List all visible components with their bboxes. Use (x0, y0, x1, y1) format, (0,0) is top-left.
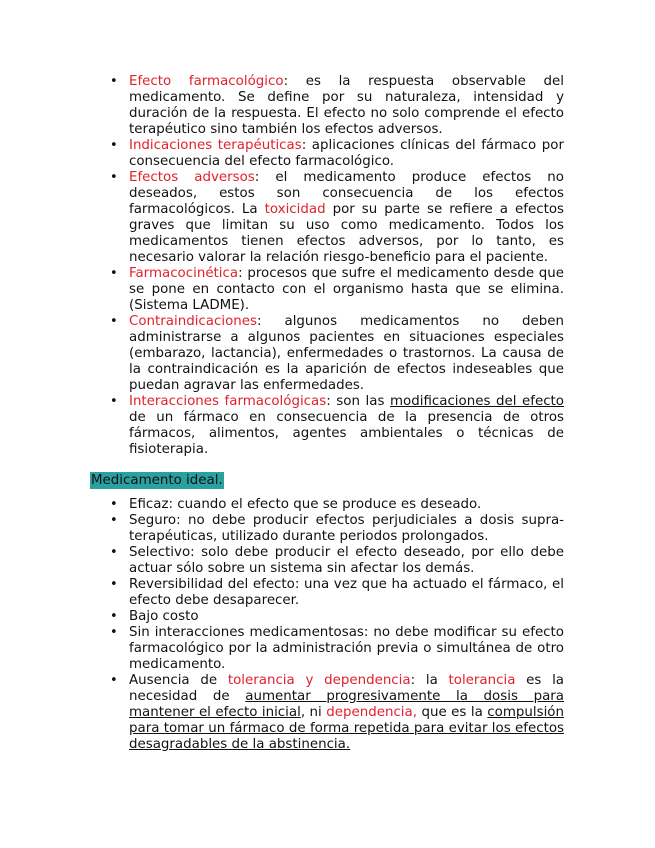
list-item: • Selectivo: solo debe producir el efecto deseado, por ello debe actuar sólo sobre un sistema sin afectar los demás. (107, 545, 564, 577)
item-text: , ni (300, 705, 327, 720)
ideal-drug-list (107, 497, 564, 753)
term-label: tolerancia y dependencia (227, 673, 411, 688)
term-label: Indicaciones terapéuticas (129, 138, 302, 153)
item-text: es la necesidad de (129, 673, 565, 704)
list-item (107, 394, 564, 458)
list-item (107, 673, 564, 753)
underlined-text: modificaciones del efecto (389, 394, 565, 409)
item-text: que es la (416, 705, 488, 720)
term-definition: : algunos medicamentos no deben administrarse a algunos pacientes en situaciones especiales (embarazo, lactancia), enfermedades o trastornos. La causa de la contraindicación es la aparición de efectos indeseables que puedan agravar las enfermedades. (129, 314, 564, 393)
definitions-list (107, 74, 564, 458)
term-definition: por su parte se refiere a efectos graves que limitan su uso como medicamento. Todos los medicamentos tienen efectos adversos, por lo tanto, es necesario valorar la relación riesgo-beneficio para el paciente. (129, 202, 564, 265)
item-text: : la (410, 673, 449, 688)
list-item (107, 314, 564, 394)
term-label: Efecto farmacológico (129, 74, 284, 89)
list-item: • Bajo costo (107, 609, 564, 625)
term-label: toxicidad (264, 202, 326, 217)
underlined-text: aumentar progresivamente la dosis para mantener el efecto inicial (129, 689, 564, 720)
list-item (107, 266, 564, 314)
list-item: • Eficaz: cuando el efecto que se produce es deseado. (107, 497, 564, 513)
term-label: dependencia, (326, 705, 417, 720)
list-item (107, 170, 564, 266)
list-item: • Sin interacciones medicamentosas: no debe modificar su efecto farmacológico por la administración previa o simultánea de otro medicamento. (107, 625, 564, 673)
term-label: Contraindicaciones (129, 314, 257, 329)
term-label: Efectos adversos (129, 170, 255, 185)
item-text: Ausencia de (129, 673, 228, 688)
term-label: Farmacocinética (129, 266, 239, 281)
term-definition: : procesos que sufre el medicamento desde que se pone en contacto con el organismo hasta que se elimina. (Sistema LADME). (129, 266, 564, 313)
list-item (107, 74, 564, 138)
term-label: Interacciones farmacológicas (129, 394, 327, 409)
term-definition: : es la respuesta observable del medicamento. Se define por su naturaleza, intensidad y duración de la respuesta. El efecto no solo comprende el efecto terapéutico sino también los efectos adversos. (129, 74, 564, 137)
list-item: • Reversibilidad del efecto: una vez que ha actuado el fármaco, el efecto debe desaparecer. (107, 577, 564, 609)
term-definition: : aplicaciones clínicas del fármaco por consecuencia del efecto farmacológico. (129, 138, 564, 169)
list-item: • Seguro: no debe producir efectos perjudiciales a dosis supra-terapéuticas, utilizado durante periodos prolongados. (107, 513, 564, 545)
term-label: tolerancia (448, 673, 516, 688)
section-heading: Medicamento ideal. (91, 473, 223, 488)
term-definition: de un fármaco en consecuencia de la presencia de otros fármacos, alimentos, agentes ambientales o técnicas de fisioterapia. (129, 410, 564, 457)
underlined-text: compulsión para tomar un fármaco de forma repetida para evitar los efectos desagradables de la abstinencia. (129, 705, 564, 752)
list-item (107, 138, 564, 170)
term-definition: : el medicamento produce efectos no deseados, estos son consecuencia de los efectos farmacológicos. La (129, 170, 564, 217)
term-definition: : son las (326, 394, 390, 409)
